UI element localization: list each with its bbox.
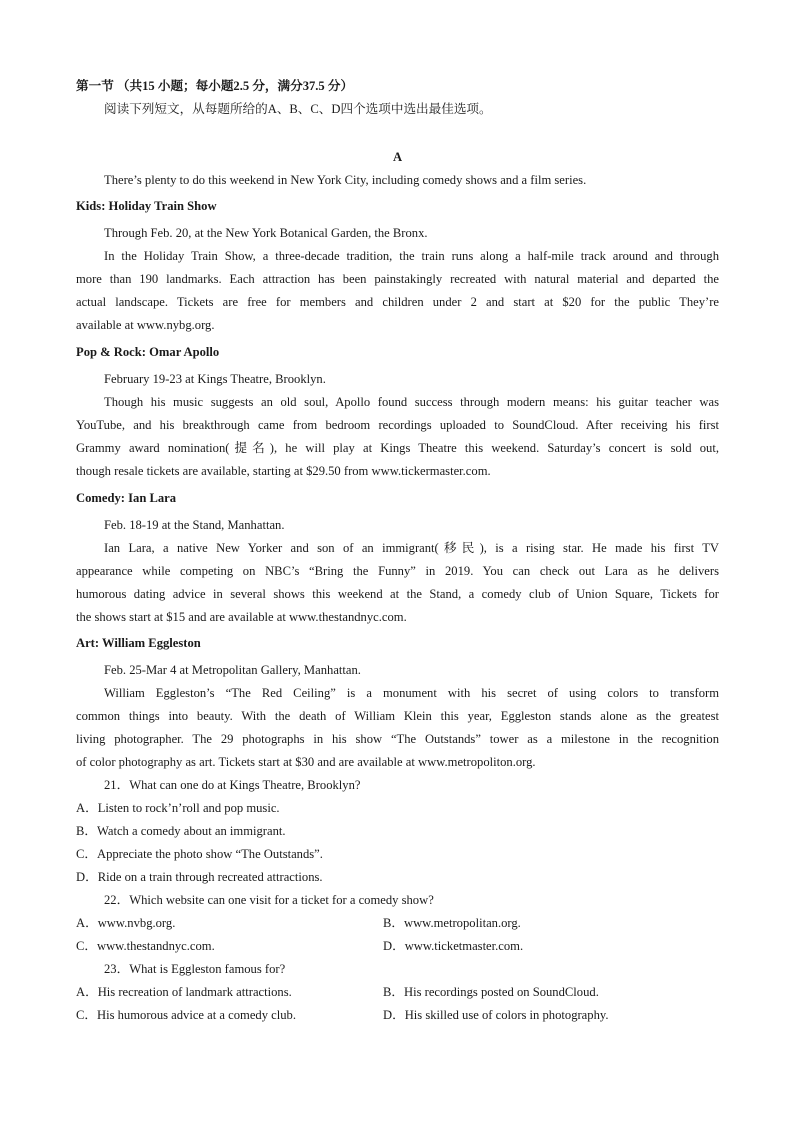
question-stem: 23．What is Eggleston famous for?	[104, 962, 286, 976]
passage-label: A	[392, 150, 403, 164]
answer-option: A．www.nvbg.org.	[76, 916, 176, 930]
kids-date: Through Feb. 20, at the New York Botanical Garden, the Bronx.	[104, 226, 428, 240]
answer-option: A．His recreation of landmark attractions.	[76, 985, 292, 999]
answer-option: A．Listen to rock’n’roll and pop music.	[76, 801, 280, 815]
comedy-line: humorous dating advice in several shows this weekend at the Stand, a comedy club of Union Square, Tickets for	[76, 587, 719, 601]
comedy-heading: Comedy: Ian Lara	[76, 491, 177, 505]
kids-line: available at www.nybg.org.	[76, 318, 215, 332]
comedy-line: appearance while competing on NBC’s “Bring the Funny” in 2019. You can check out Lara as he delivers	[76, 564, 719, 578]
pop-line: Grammy award nomination(提名), he will play at Kings Theatre this weekend. Saturday’s concert is sold out,	[76, 441, 719, 455]
art-heading: Art: William Eggleston	[76, 636, 201, 650]
pop-date: February 19-23 at Kings Theatre, Brooklyn.	[104, 372, 326, 386]
comedy-line: Ian Lara, a native New Yorker and son of an immigrant(移民), is a rising star. He made his first TV	[104, 541, 719, 555]
pop-line: Though his music suggests an old soul, Apollo found success through modern means: his guitar teacher was	[104, 395, 719, 409]
comedy-date: Feb. 18-19 at the Stand, Manhattan.	[104, 518, 285, 532]
answer-option: B．www.metropolitan.org.	[383, 916, 521, 930]
answer-option: D．www.ticketmaster.com.	[383, 939, 524, 953]
art-line: common things into beauty. With the death of William Klein this year, Eggleston stands alone as the greatest	[76, 709, 719, 723]
answer-option: D．His skilled use of colors in photography.	[383, 1008, 609, 1022]
art-line: of color photography as art. Tickets start at $30 and are available at www.metropoliton.org.	[76, 755, 536, 769]
section-instruction: 阅读下列短文，从每题所给的A、B、C、D四个选项中选出最佳选项。	[104, 102, 492, 116]
passage-intro: There’s plenty to do this weekend in New York City, including comedy shows and a film series.	[104, 173, 587, 187]
question-stem: 21．What can one do at Kings Theatre, Brooklyn?	[104, 778, 361, 792]
art-line: William Eggleston’s “The Red Ceiling” is a monument with his secret of using colors to transform	[104, 686, 719, 700]
question-stem: 22．Which website can one visit for a ticket for a comedy show?	[104, 893, 434, 907]
answer-option: B．Watch a comedy about an immigrant.	[76, 824, 286, 838]
pop-line: YouTube, and his breakthrough came from bedroom recordings uploaded to SoundCloud. After receiving his first	[76, 418, 719, 432]
kids-line: actual landscape. Tickets are free for members and children under 2 and start at $20 for the public They’re	[76, 295, 719, 309]
answer-option: C．www.thestandnyc.com.	[76, 939, 215, 953]
answer-option: C．Appreciate the photo show “The Outstands”.	[76, 847, 323, 861]
pop-line: though resale tickets are available, starting at $29.50 from www.tickermaster.com.	[76, 464, 491, 478]
pop-heading: Pop & Rock: Omar Apollo	[76, 345, 220, 359]
art-line: living photographer. The 29 photographs in his show “The Outstands” tower as a milestone in the recognition	[76, 732, 719, 746]
section-heading: 第一节 （共15 小题；每小题2.5 分，满分37.5 分）	[76, 79, 354, 93]
answer-option: B．His recordings posted on SoundCloud.	[383, 985, 599, 999]
comedy-line: the shows start at $15 and are available at www.thestandnyc.com.	[76, 610, 407, 624]
answer-option: D．Ride on a train through recreated attractions.	[76, 870, 323, 884]
kids-heading: Kids: Holiday Train Show	[76, 199, 217, 213]
kids-line: In the Holiday Train Show, a three-decade tradition, the train runs along a half-mile track around and through	[104, 249, 719, 263]
art-date: Feb. 25-Mar 4 at Metropolitan Gallery, Manhattan.	[104, 663, 361, 677]
answer-option: C．His humorous advice at a comedy club.	[76, 1008, 296, 1022]
kids-line: more than 190 landmarks. Each attraction has been painstakingly recreated with natural material and departed the	[76, 272, 719, 286]
